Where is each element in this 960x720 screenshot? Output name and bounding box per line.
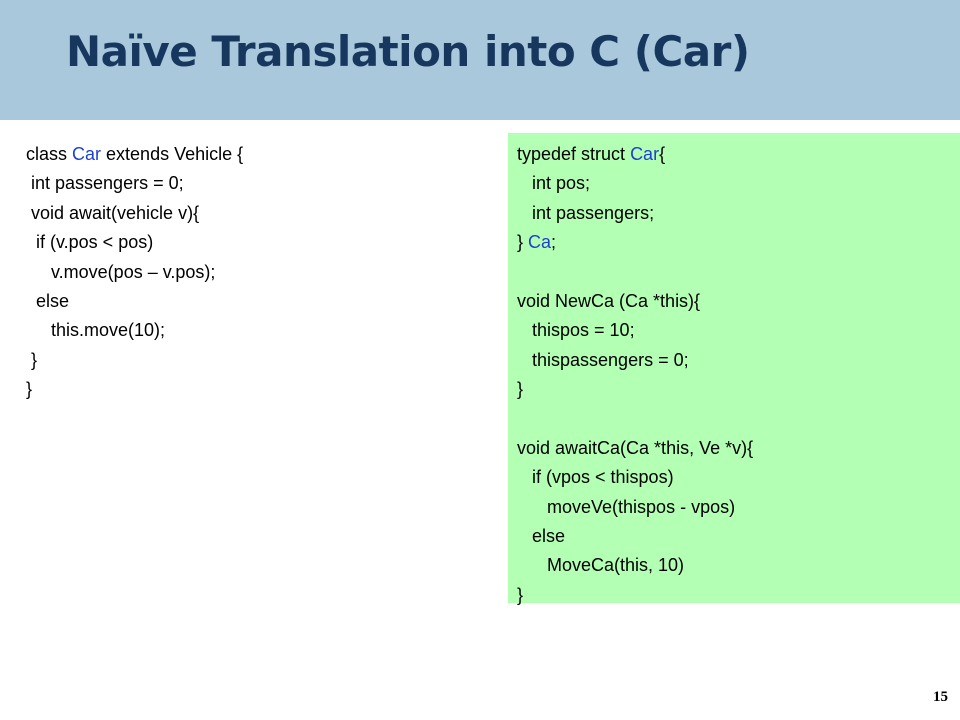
java-code-block: [26, 140, 486, 405]
code-line: v.move(pos – v.pos);: [26, 261, 216, 282]
code-line: [517, 405, 960, 434]
code-line: [517, 140, 960, 169]
code-line: [517, 228, 960, 257]
code-line: int pos;: [517, 173, 591, 194]
code-line: }: [26, 379, 33, 400]
code-line: void await(vehicle v){: [26, 202, 200, 223]
code-text: {: [659, 144, 666, 164]
keyword-highlight: Ca: [528, 232, 552, 253]
code-line: void NewCa (Ca *this){: [517, 290, 701, 311]
code-text: }: [517, 232, 529, 253]
code-text: class: [26, 144, 73, 164]
code-line: }: [517, 584, 524, 605]
code-line: else: [517, 526, 566, 547]
code-line: moveVe(thispos - vpos): [517, 496, 736, 517]
code-line: else: [26, 290, 70, 311]
code-text: ;: [551, 232, 557, 253]
code-line: [517, 258, 960, 287]
code-line: if (v.pos < pos): [26, 232, 154, 253]
code-line: [26, 140, 486, 169]
code-line: thispos = 10;: [517, 320, 635, 341]
c-code-block: [508, 133, 960, 603]
code-line: this.move(10);: [26, 320, 166, 341]
keyword-highlight: Car: [72, 144, 102, 164]
page-number: 15: [933, 689, 948, 705]
keyword-highlight: Car: [630, 144, 660, 164]
slide-title: Naïve Translation into C (Car): [66, 27, 750, 76]
code-text: extends Vehicle {: [101, 144, 244, 164]
code-line: if (vpos < thispos): [517, 467, 674, 488]
code-line: thispassengers = 0;: [517, 349, 689, 370]
code-line: int passengers;: [517, 202, 655, 223]
code-line: }: [26, 349, 38, 370]
title-bar: [0, 0, 960, 120]
code-text: typedef struct: [517, 144, 631, 164]
code-line: }: [517, 379, 524, 400]
code-line: MoveCa(this, 10): [517, 555, 685, 576]
code-line: void awaitCa(Ca *this, Ve *v){: [517, 437, 754, 458]
code-line: int passengers = 0;: [26, 173, 184, 194]
